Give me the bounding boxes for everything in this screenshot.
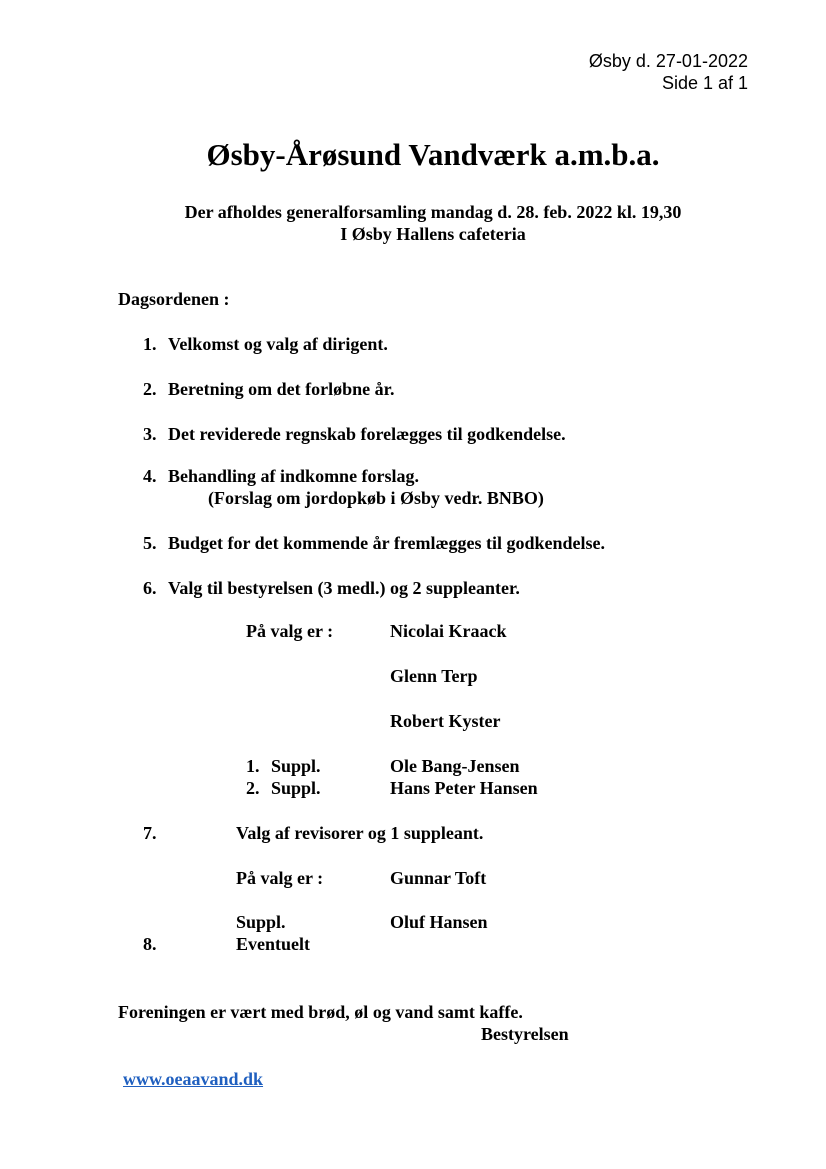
agenda-item-text: Valg af revisorer og 1 suppleant. bbox=[236, 823, 484, 843]
signature: Bestyrelsen bbox=[481, 1024, 569, 1044]
agenda-item-text: Budget for det kommende år fremlægges til godkendelse. bbox=[168, 533, 605, 553]
agenda-item-number: 7. bbox=[143, 823, 157, 843]
substitute-name: Ole Bang-Jensen bbox=[390, 756, 520, 776]
candidate-name: Glenn Terp bbox=[390, 666, 478, 686]
agenda-item-number: 3. bbox=[143, 424, 157, 444]
agenda-item-number: 2. bbox=[143, 379, 157, 399]
substitute-number: 1. bbox=[246, 756, 260, 776]
date-line: Øsby d. 27-01-2022 bbox=[588, 51, 748, 71]
substitute-label: Suppl. bbox=[236, 912, 286, 932]
agenda-item-number: 1. bbox=[143, 334, 157, 354]
substitute-name: Hans Peter Hansen bbox=[390, 778, 538, 798]
agenda-item-text: Det reviderede regnskab forelægges til godkendelse. bbox=[168, 424, 566, 444]
announcement-line-2: I Øsby Hallens cafeteria bbox=[340, 224, 526, 244]
substitute-label: Suppl. bbox=[271, 778, 321, 798]
agenda-item-text: Eventuelt bbox=[236, 934, 310, 954]
on-election-label: På valg er : bbox=[236, 868, 324, 888]
agenda-item-text: Velkomst og valg af dirigent. bbox=[168, 334, 388, 354]
agenda-item-number: 5. bbox=[143, 533, 157, 553]
candidate-name: Gunnar Toft bbox=[390, 868, 487, 888]
on-election-label: På valg er : bbox=[246, 621, 334, 641]
closing-line: Foreningen er vært med brød, øl og vand samt kaffe. bbox=[118, 1002, 523, 1022]
document-title: Øsby-Årøsund Vandværk a.m.b.a. bbox=[206, 137, 660, 172]
substitute-label: Suppl. bbox=[271, 756, 321, 776]
substitute-number: 2. bbox=[246, 778, 260, 798]
agenda-item-text: Behandling af indkomne forslag. bbox=[168, 466, 420, 486]
agenda-item-number: 8. bbox=[143, 934, 157, 954]
candidate-name: Nicolai Kraack bbox=[390, 621, 507, 641]
website-link[interactable]: www.oeaavand.dk bbox=[123, 1069, 264, 1089]
substitute-name: Oluf Hansen bbox=[390, 912, 488, 932]
agenda-item-number: 6. bbox=[143, 578, 157, 598]
candidate-name: Robert Kyster bbox=[390, 711, 501, 731]
agenda-item-text: Beretning om det forløbne år. bbox=[168, 379, 395, 399]
agenda-item-text: Valg til bestyrelsen (3 medl.) og 2 suppleanter. bbox=[168, 578, 520, 598]
page-number: Side 1 af 1 bbox=[661, 73, 748, 93]
agenda-item-number: 4. bbox=[143, 466, 157, 486]
announcement-line-1: Der afholdes generalforsamling mandag d. 28. feb. 2022 kl. 19,30 bbox=[184, 202, 682, 222]
agenda-heading: Dagsordenen : bbox=[118, 289, 230, 309]
agenda-item-subtext: (Forslag om jordopkøb i Øsby vedr. BNBO) bbox=[208, 488, 544, 508]
